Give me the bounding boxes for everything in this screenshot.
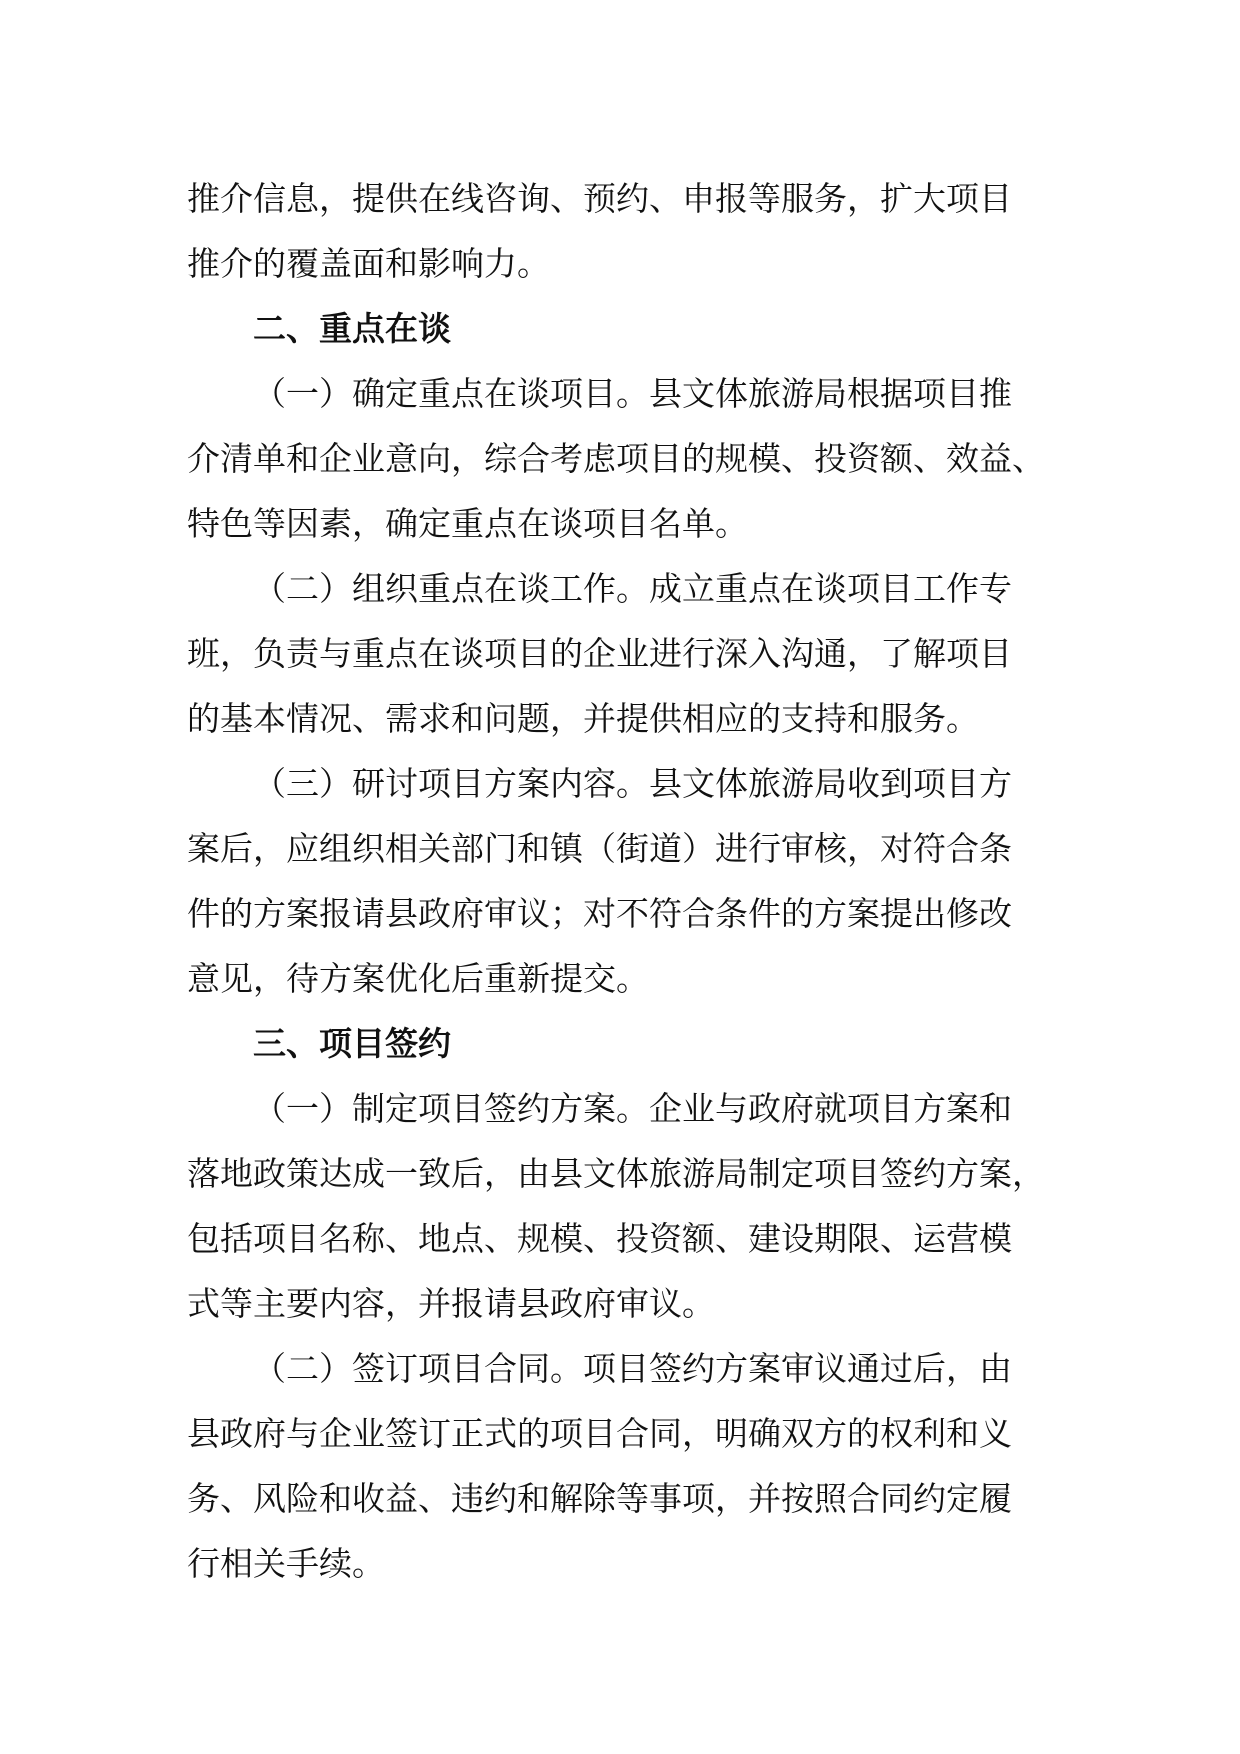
body-line: 行相关手续。 bbox=[187, 1544, 385, 1583]
paragraph-start-line: （二）组织重点在谈工作。成立重点在谈项目工作专 bbox=[253, 569, 1012, 608]
body-line: 特色等因素，确定重点在谈项目名单。 bbox=[187, 504, 748, 543]
body-line: 的基本情况、需求和问题，并提供相应的支持和服务。 bbox=[187, 699, 979, 738]
section-heading: 三、项目签约 bbox=[253, 1024, 451, 1063]
body-line: 推介的覆盖面和影响力。 bbox=[187, 244, 550, 283]
paragraph-start-line: （一）确定重点在谈项目。县文体旅游局根据项目推 bbox=[253, 374, 1012, 413]
body-line: 县政府与企业签订正式的项目合同，明确双方的权利和义 bbox=[187, 1414, 1012, 1453]
body-line: 落地政策达成一致后，由县文体旅游局制定项目签约方案， bbox=[187, 1154, 1045, 1193]
body-line: 务、风险和收益、违约和解除等事项，并按照合同约定履 bbox=[187, 1479, 1012, 1518]
body-line: 意见，待方案优化后重新提交。 bbox=[187, 959, 649, 998]
body-line: 班，负责与重点在谈项目的企业进行深入沟通，了解项目 bbox=[187, 634, 1012, 673]
body-line: 式等主要内容，并报请县政府审议。 bbox=[187, 1284, 715, 1323]
paragraph-start-line: （一）制定项目签约方案。企业与政府就项目方案和 bbox=[253, 1089, 1012, 1128]
document-body bbox=[187, 166, 1047, 1596]
paragraph-start-line: （三）研讨项目方案内容。县文体旅游局收到项目方 bbox=[253, 764, 1012, 803]
body-line: 件的方案报请县政府审议；对不符合条件的方案提出修改 bbox=[187, 894, 1012, 933]
body-line: 推介信息，提供在线咨询、预约、申报等服务，扩大项目 bbox=[187, 179, 1012, 218]
body-line: 案后，应组织相关部门和镇（街道）进行审核，对符合条 bbox=[187, 829, 1012, 868]
body-line: 介清单和企业意向，综合考虑项目的规模、投资额、效益、 bbox=[187, 439, 1045, 478]
body-line: 包括项目名称、地点、规模、投资额、建设期限、运营模 bbox=[187, 1219, 1012, 1258]
paragraph-start-line: （二）签订项目合同。项目签约方案审议通过后，由 bbox=[253, 1349, 1012, 1388]
section-heading: 二、重点在谈 bbox=[253, 309, 451, 348]
